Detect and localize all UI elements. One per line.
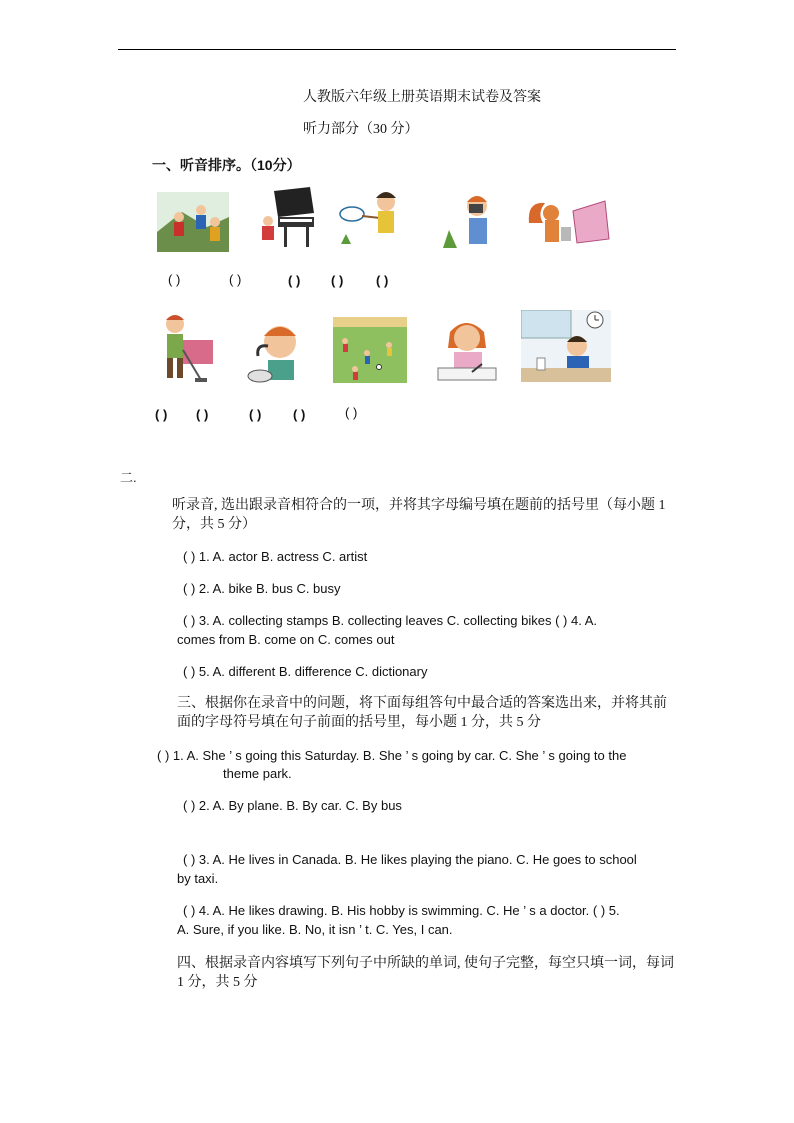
boy-eating-breakfast-picture [521, 310, 611, 382]
row2-answer-paren-4[interactable]: ( ) [293, 407, 306, 422]
section4-instruction: 四、根据录音内容填写下列句子中所缺的单词, 使句子完整，每空只填一词，每词 1 分，共 5 分 [177, 956, 674, 990]
section2-instruction: 听录音, 选出跟录音相符合的一项，并将其字母编号填在题前的括号里（每小题 1 分，共 5 分） [172, 498, 666, 532]
row2-answer-paren-1[interactable]: ( ) [155, 407, 168, 422]
section2-question-4-continued: comes from B. come on C. comes out [177, 632, 395, 647]
row2-answer-paren-5[interactable]: ( ) [345, 405, 358, 420]
boy-on-telephone-picture [246, 316, 316, 384]
section3-instruction: 三、根据你在录音中的问题，将下面每组答句中最合适的答案选出来，并将其前面的字母符号填在句子前面的括号里，每小题 1 分，共 5 分 [177, 696, 667, 730]
section2-question-3: ( ) 3. A. collecting stamps B. collecting leaves C. collecting bikes ( ) 4. A. [183, 613, 598, 628]
row1-answer-paren-4[interactable]: ( ) [331, 273, 344, 288]
section2-number: 二. [120, 470, 137, 485]
kids-playing-football-picture [333, 317, 407, 383]
section2-question-2: ( ) 2. A. bike B. bus C. busy [183, 581, 341, 596]
section3-question-1-continued: theme park. [223, 766, 292, 781]
boy-taking-photo-picture [437, 190, 503, 252]
boy-vacuuming-picture [153, 310, 213, 384]
row1-answer-paren-3[interactable]: ( ) [288, 273, 301, 288]
row2-answer-paren-2[interactable]: ( ) [196, 407, 209, 422]
row1-answer-paren-5[interactable]: ( ) [376, 273, 389, 288]
row1-answer-paren-1[interactable]: ( ) [168, 272, 181, 287]
section3-question-5: A. Sure, if you like. B. No, it isn ’ t. C. Yes, I can. [177, 922, 453, 937]
header-rule [118, 49, 676, 50]
page-title: 人教版六年级上册英语期末试卷及答案 [303, 90, 541, 105]
girl-playing-piano-picture [256, 183, 320, 251]
girl-with-butterfly-net-picture [336, 186, 412, 252]
section1-heading: 一、听音排序。（10分） [152, 157, 301, 173]
girl-writing-picture [432, 314, 502, 384]
section3-question-3-continued: by taxi. [177, 871, 219, 886]
section3-question-3: ( ) 3. A. He lives in Canada. B. He likes playing the piano. C. He goes to school [183, 852, 637, 867]
row1-answer-paren-2[interactable]: ( ) [229, 272, 242, 287]
section3-question-1: ( ) 1. A. She ’ s going this Saturday. B. She ’ s going by car. C. She ’ s going to the [157, 748, 627, 763]
section3-question-2: ( ) 2. A. By plane. B. By car. C. By bus [183, 798, 402, 813]
section3-question-4: ( ) 4. A. He likes drawing. B. His hobby is swimming. C. He ’ s a doctor. ( ) 5. [183, 903, 620, 918]
page-subtitle: 听力部分（30 分） [303, 122, 419, 137]
section2-question-5: ( ) 5. A. different B. difference C. dictionary [183, 664, 428, 679]
hiking-children-picture [157, 192, 229, 252]
squirrel-with-kite-picture [525, 193, 611, 251]
section2-question-1: ( ) 1. A. actor B. actress C. artist [183, 549, 368, 564]
row2-answer-paren-3[interactable]: ( ) [249, 407, 262, 422]
